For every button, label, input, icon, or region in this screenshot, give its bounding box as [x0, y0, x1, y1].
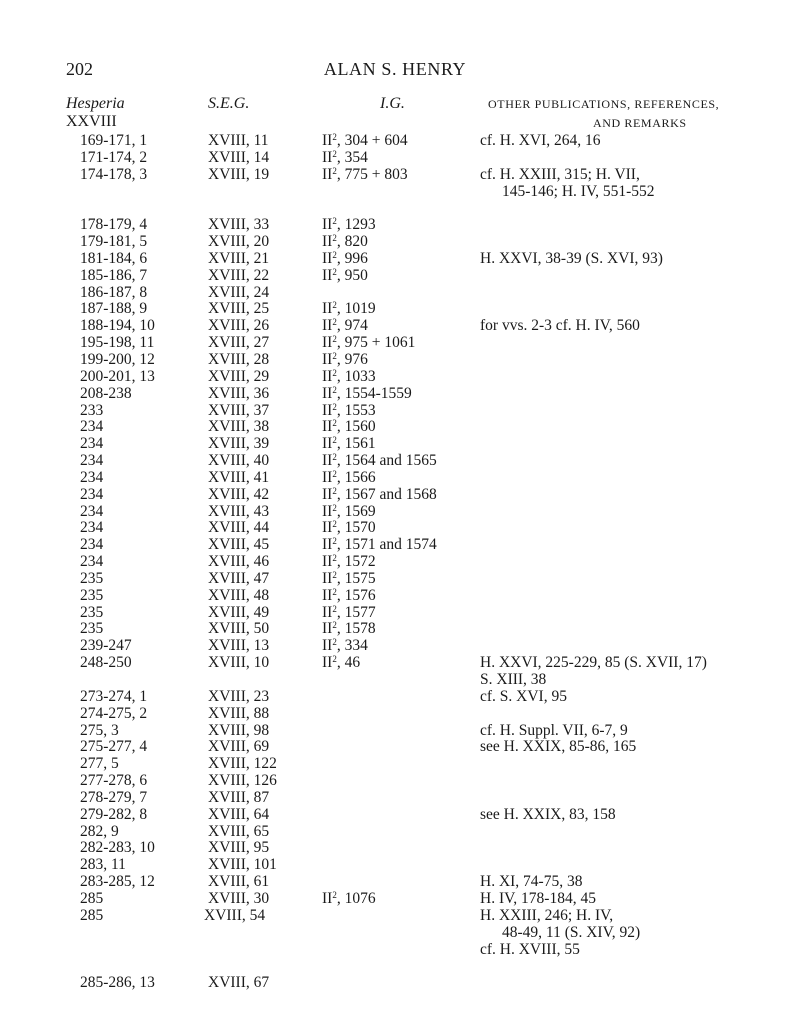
seg-cell: XVIII, 64	[208, 805, 270, 823]
other-cell: cf. H. XVIII, 55	[480, 940, 580, 958]
ig-cell: $II^2$, 1561	[322, 435, 376, 453]
seg-cell: XVIII, 50	[208, 620, 270, 638]
hesperia-cell: 186-187, 8	[80, 283, 148, 301]
seg-cell: XVIII, 43	[208, 502, 270, 520]
table-row	[0, 706, 790, 723]
seg-cell: XVIII, 36	[208, 384, 270, 402]
hesperia-cell: 171-174, 2	[80, 148, 148, 166]
other-cell: see H. XXIX, 83, 158	[480, 805, 616, 823]
table-row	[0, 588, 790, 605]
column-header-hesperia-volume: XXVIII	[66, 113, 117, 130]
ig-cell: $II^2$, 950	[322, 266, 368, 284]
table-row	[0, 470, 790, 487]
column-header-seg: S.E.G.	[208, 95, 250, 112]
table-row	[0, 251, 790, 268]
seg-cell: XVIII, 10	[208, 654, 270, 672]
seg-cell: XVIII, 19	[208, 165, 270, 183]
seg-cell: XVIII, 20	[208, 233, 270, 251]
table-row	[0, 908, 790, 925]
other-cell: cf. H. XVI, 264, 16	[480, 132, 601, 149]
table-row	[0, 537, 790, 554]
hesperia-cell: 279-282, 8	[80, 805, 148, 823]
table-row	[0, 638, 790, 655]
seg-cell: XVIII, 11	[208, 132, 269, 149]
hesperia-cell: 274-275, 2	[80, 704, 148, 722]
seg-cell: XVIII, 39	[208, 435, 270, 453]
hesperia-cell: 235	[80, 569, 104, 587]
other-cell: cf. S. XVI, 95	[480, 687, 567, 705]
seg-cell: XVIII, 122	[208, 755, 277, 773]
hesperia-cell: 179-181, 5	[80, 233, 148, 251]
table-row	[0, 369, 790, 386]
other-cell: H. XXVI, 225-229, 85 (S. XVII, 17)	[480, 654, 707, 672]
ig-cell: $II^2$, 354	[322, 148, 368, 166]
hesperia-cell: 283, 11	[80, 856, 126, 874]
table-row	[0, 150, 790, 167]
ig-cell: $II^2$, 1571 and 1574	[322, 536, 437, 554]
seg-cell: XVIII, 61	[208, 873, 270, 891]
page-number: 202	[66, 59, 93, 79]
seg-cell: XVIII, 24	[208, 283, 270, 301]
table-row	[0, 554, 790, 571]
seg-cell: XVIII, 101	[208, 856, 277, 874]
table-row	[0, 874, 790, 891]
table-row	[0, 824, 790, 841]
table-row	[0, 386, 790, 403]
seg-cell: XVIII, 23	[208, 687, 270, 705]
table-row	[0, 773, 790, 790]
seg-cell: XVIII, 40	[208, 452, 270, 470]
table-row	[0, 605, 790, 622]
ig-cell: $II^2$, 820	[322, 233, 368, 251]
ig-cell: $II^2$, 1576	[322, 586, 376, 604]
table-row	[0, 891, 790, 908]
other-cell: see H. XXIX, 85-86, 165	[480, 738, 637, 756]
hesperia-cell: 235	[80, 620, 104, 638]
seg-cell: XVIII, 49	[208, 603, 270, 621]
hesperia-cell: 277, 5	[80, 755, 119, 773]
ig-cell: $II^2$, 1033	[322, 367, 376, 385]
hesperia-cell: 275, 3	[80, 721, 119, 739]
table-row	[0, 167, 790, 184]
ig-cell: $II^2$, 1566	[322, 468, 376, 486]
table-row	[0, 419, 790, 436]
seg-cell: XVIII, 27	[208, 334, 270, 352]
table-row	[0, 234, 790, 251]
seg-cell: XVIII, 37	[208, 401, 270, 419]
table-row	[0, 436, 790, 453]
ig-cell: $II^2$, 1567 and 1568	[322, 485, 437, 503]
hesperia-cell: 234	[80, 435, 104, 453]
column-header-other-line1: OTHER PUBLICATIONS, REFERENCES,	[488, 97, 720, 111]
hesperia-cell: 234	[80, 536, 104, 554]
seg-cell: XVIII, 25	[208, 300, 270, 318]
ig-cell: $II^2$, 1578	[322, 620, 376, 638]
ig-cell: $II^2$, 1575	[322, 569, 376, 587]
seg-cell: XVIII, 88	[208, 704, 270, 722]
seg-cell: XVIII, 26	[208, 317, 270, 335]
ig-cell: $II^2$, 1553	[322, 401, 376, 419]
other-cell: H. XXIII, 246; H. IV,	[480, 906, 614, 924]
seg-cell: XVIII, 30	[208, 889, 270, 907]
table-row	[0, 318, 790, 335]
ig-cell: $II^2$, 1293	[322, 216, 376, 234]
hesperia-cell: 234	[80, 485, 104, 503]
hesperia-cell: 195-198, 11	[80, 334, 155, 352]
other-cell: 145-146; H. IV, 551-552	[502, 182, 655, 200]
hesperia-cell: 234	[80, 468, 104, 486]
table-row	[0, 520, 790, 537]
column-header-other-line2: AND REMARKS	[593, 116, 687, 130]
table-row	[0, 184, 790, 201]
hesperia-cell: 188-194, 10	[80, 317, 155, 335]
table-row	[0, 217, 790, 234]
hesperia-cell: 234	[80, 502, 104, 520]
seg-cell: XVIII, 69	[208, 738, 270, 756]
table-row	[0, 301, 790, 318]
seg-cell: XVIII, 65	[208, 822, 270, 840]
seg-cell: XVIII, 48	[208, 586, 270, 604]
ig-cell: $II^2$, 976	[322, 350, 368, 368]
seg-cell: XVIII, 41	[208, 468, 270, 486]
seg-cell: XVIII, 98	[208, 721, 270, 739]
hesperia-cell: 178-179, 4	[80, 216, 148, 234]
ig-cell: $II^2$, 1577	[322, 603, 376, 621]
ig-cell: $II^2$, 304 + 604	[322, 132, 408, 149]
hesperia-cell: 234	[80, 452, 104, 470]
hesperia-cell: 275-277, 4	[80, 738, 148, 756]
seg-cell: XVIII, 33	[208, 216, 270, 234]
column-header-ig: I.G.	[380, 95, 405, 112]
running-head: ALAN S. HENRY	[323, 59, 467, 79]
table-row	[0, 723, 790, 740]
seg-cell: XVIII, 45	[208, 536, 270, 554]
table-row	[0, 487, 790, 504]
hesperia-cell: 200-201, 13	[80, 367, 155, 385]
table-row	[0, 453, 790, 470]
seg-cell: XVIII, 29	[208, 367, 270, 385]
hesperia-cell: 235	[80, 603, 104, 621]
hesperia-cell: 169-171, 1	[80, 132, 148, 149]
hesperia-cell: 278-279, 7	[80, 788, 148, 806]
hesperia-cell: 234	[80, 519, 104, 537]
ig-cell: $II^2$, 1570	[322, 519, 376, 537]
table-row	[0, 739, 790, 756]
table-row	[0, 352, 790, 369]
table-row	[0, 268, 790, 285]
seg-cell: XVIII, 87	[208, 788, 270, 806]
ig-cell: $II^2$, 46	[322, 654, 361, 672]
ig-cell: $II^2$, 334	[322, 637, 368, 655]
seg-cell: XVIII, 13	[208, 637, 270, 655]
other-cell: H. IV, 178-184, 45	[480, 889, 596, 907]
seg-cell: XVIII, 47	[208, 569, 270, 587]
hesperia-cell: 285	[80, 889, 104, 907]
table-row	[0, 571, 790, 588]
table-row	[0, 335, 790, 352]
seg-cell: XVIII, 126	[208, 772, 277, 790]
hesperia-cell: 234	[80, 553, 104, 571]
seg-cell: XVIII, 42	[208, 485, 270, 503]
other-cell: H. XI, 74-75, 38	[480, 873, 583, 891]
hesperia-cell: 233	[80, 401, 104, 419]
hesperia-cell: 239-247	[80, 637, 132, 655]
ig-cell: $II^2$, 1019	[322, 300, 376, 318]
ig-cell: $II^2$, 975 + 1061	[322, 334, 416, 352]
table-row	[0, 689, 790, 706]
table-row	[0, 790, 790, 807]
seg-cell: XVIII, 44	[208, 519, 270, 537]
hesperia-cell: 208-238	[80, 384, 132, 402]
table-row	[0, 403, 790, 420]
hesperia-cell: 181-184, 6	[80, 249, 148, 267]
table-row	[0, 975, 790, 992]
table-row	[0, 133, 790, 150]
seg-cell: XVIII, 46	[208, 553, 270, 571]
other-cell: for vvs. 2-3 cf. H. IV, 560	[480, 317, 640, 335]
table-row	[0, 942, 790, 959]
hesperia-cell: 282-283, 10	[80, 839, 155, 857]
other-cell: cf. H. Suppl. VII, 6-7, 9	[480, 721, 628, 739]
table-row	[0, 672, 790, 689]
table-row	[0, 285, 790, 302]
hesperia-cell: 273-274, 1	[80, 687, 148, 705]
table-row	[0, 621, 790, 638]
seg-cell: XVIII, 54	[204, 906, 266, 924]
other-cell: cf. H. XXIII, 315; H. VII,	[480, 165, 640, 183]
table-row	[0, 655, 790, 672]
table-row	[0, 756, 790, 773]
ig-cell: $II^2$, 1560	[322, 418, 376, 436]
ig-cell: $II^2$, 775 + 803	[322, 165, 408, 183]
hesperia-cell: 235	[80, 586, 104, 604]
table-row	[0, 504, 790, 521]
hesperia-cell: 285-286, 13	[80, 974, 155, 992]
seg-cell: XVIII, 14	[208, 148, 270, 166]
table-row	[0, 857, 790, 874]
seg-cell: XVIII, 67	[208, 974, 270, 992]
hesperia-cell: 187-188, 9	[80, 300, 148, 318]
hesperia-cell: 277-278, 6	[80, 772, 148, 790]
other-cell: H. XXVI, 38-39 (S. XVI, 93)	[480, 249, 663, 267]
table-row	[0, 840, 790, 857]
ig-cell: $II^2$, 1076	[322, 889, 376, 907]
seg-cell: XVIII, 38	[208, 418, 270, 436]
ig-cell: $II^2$, 996	[322, 249, 368, 267]
table-row	[0, 925, 790, 942]
hesperia-cell: 248-250	[80, 654, 132, 672]
table-row	[0, 807, 790, 824]
ig-cell: $II^2$, 1554-1559	[322, 384, 412, 402]
other-cell: 48-49, 11 (S. XIV, 92)	[502, 923, 641, 941]
ig-cell: $II^2$, 1569	[322, 502, 376, 520]
hesperia-cell: 282, 9	[80, 822, 119, 840]
seg-cell: XVIII, 22	[208, 266, 270, 284]
column-header-hesperia: Hesperia	[66, 95, 125, 112]
hesperia-cell: 199-200, 12	[80, 350, 155, 368]
concordance-table	[0, 133, 790, 992]
hesperia-cell: 285	[80, 906, 104, 924]
seg-cell: XVIII, 28	[208, 350, 270, 368]
hesperia-cell: 174-178, 3	[80, 165, 148, 183]
other-cell: S. XIII, 38	[480, 671, 547, 688]
seg-cell: XVIII, 21	[208, 249, 270, 267]
ig-cell: $II^2$, 1564 and 1565	[322, 452, 437, 470]
ig-cell: $II^2$, 1572	[322, 553, 376, 571]
seg-cell: XVIII, 95	[208, 839, 270, 857]
hesperia-cell: 234	[80, 418, 104, 436]
ig-cell: $II^2$, 974	[322, 317, 368, 335]
hesperia-cell: 185-186, 7	[80, 266, 148, 284]
hesperia-cell: 283-285, 12	[80, 873, 155, 891]
